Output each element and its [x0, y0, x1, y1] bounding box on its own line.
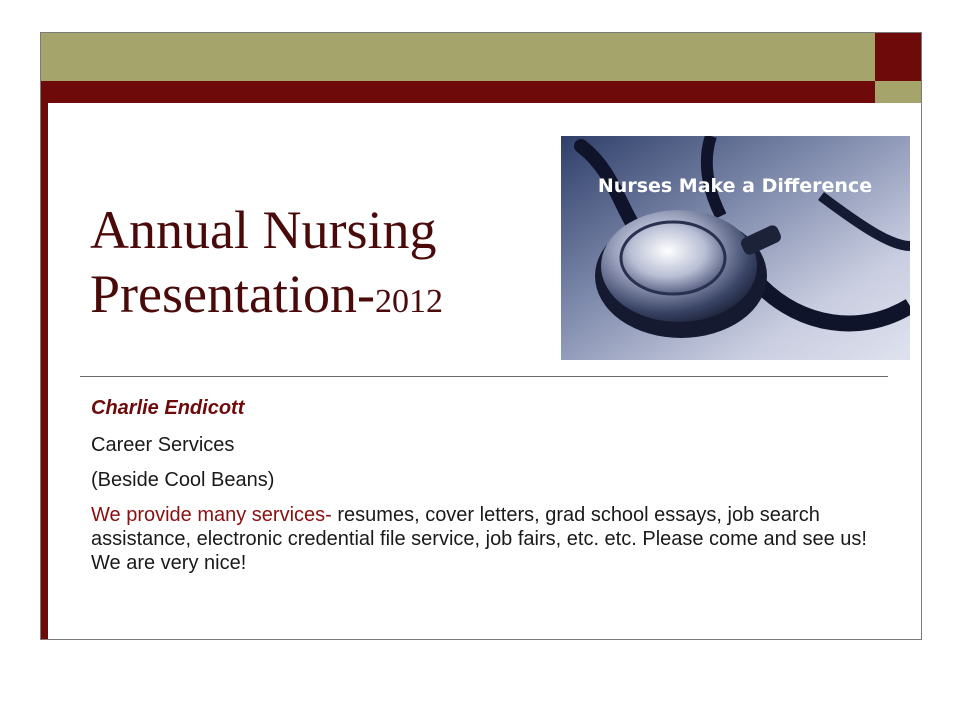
corner-maroon-block	[875, 33, 921, 81]
slide-body	[91, 396, 891, 575]
title-year: 2012	[374, 283, 443, 320]
services-description	[91, 503, 891, 575]
slide-title	[90, 198, 570, 334]
header-olive-band	[41, 33, 875, 81]
title-line-1: Annual Nursing	[90, 200, 437, 260]
image-caption: Nurses Make a Difference	[597, 175, 873, 197]
department-line: Career Services	[91, 434, 235, 456]
corner-olive-block	[875, 81, 921, 103]
left-accent-bar	[41, 103, 48, 639]
presenter-name: Charlie Endicott	[91, 397, 245, 419]
location-line: (Beside Cool Beans)	[91, 469, 275, 491]
title-line-2: Presentation-	[90, 264, 375, 324]
header-maroon-band	[41, 81, 875, 103]
stethoscope-photo	[561, 136, 910, 360]
title-divider	[80, 376, 888, 377]
services-highlight: We provide many services-	[91, 504, 332, 526]
services-details: resumes, cover letters, grad school essays, job search assistance, electronic credential file service, job fairs, etc. etc. Please come and see us! We are very nice!	[91, 504, 867, 574]
